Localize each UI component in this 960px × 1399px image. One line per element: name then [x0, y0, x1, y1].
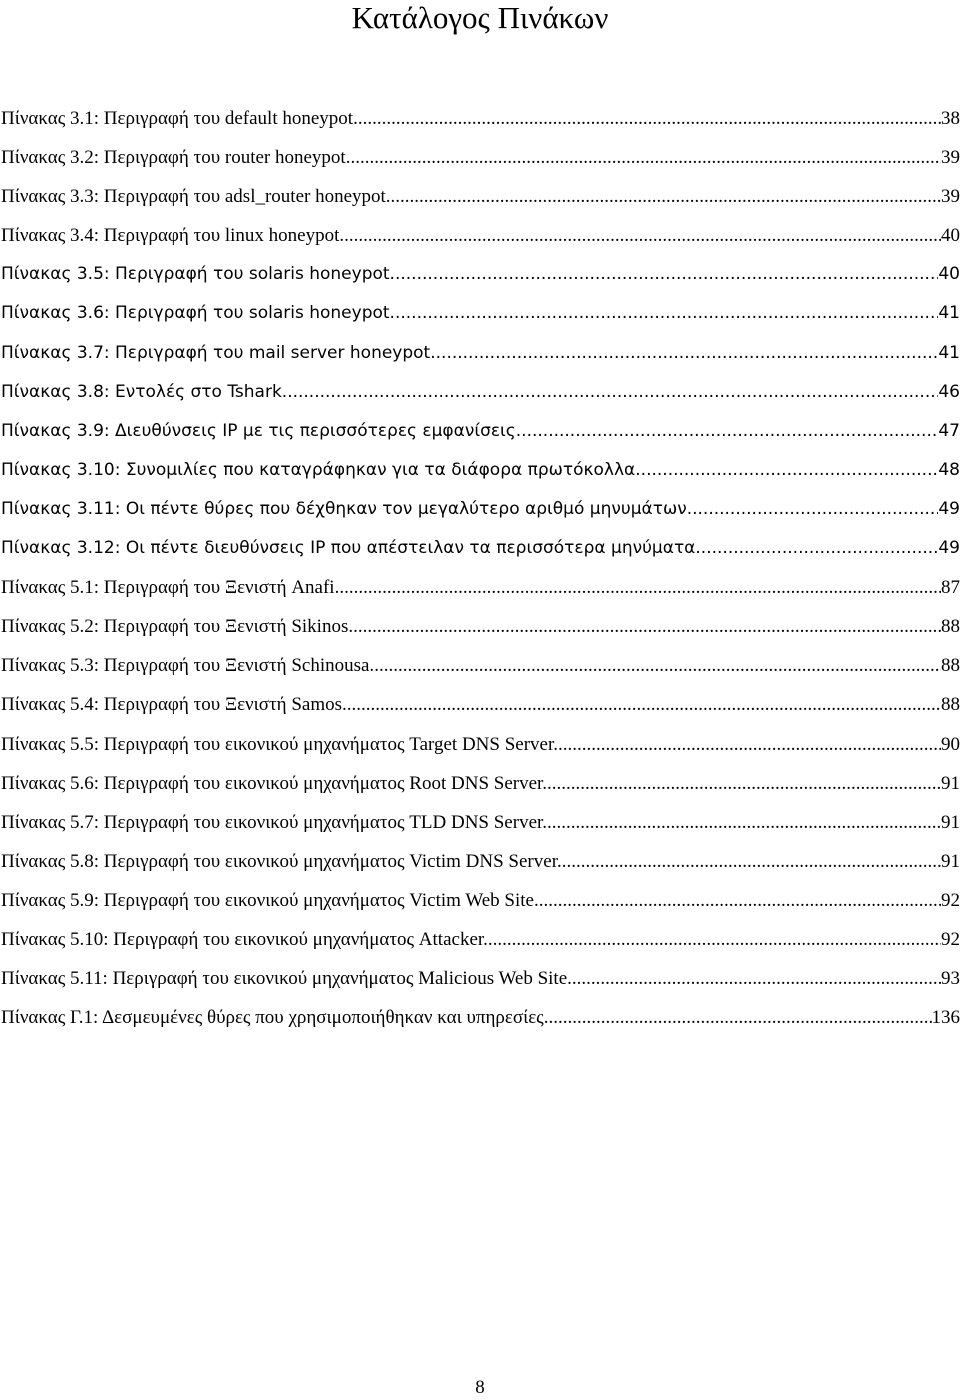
toc-leader-dots	[353, 607, 941, 646]
toc-entry[interactable]	[0, 998, 960, 1037]
toc-entry-label: Πίνακας 3.1: Περιγραφή του default honeypot.	[1, 108, 358, 129]
toc-leader-dots	[386, 177, 941, 216]
toc-entry-page: 92	[941, 889, 960, 911]
toc-entry[interactable]	[0, 490, 960, 529]
toc-entry-label: Πίνακας 5.10: Περιγραφή του εικονικού μηχανήματος Attacker.	[1, 928, 488, 950]
toc-leader-dots	[547, 764, 941, 803]
toc-entry[interactable]	[0, 294, 960, 333]
toc-entry[interactable]	[0, 764, 960, 803]
toc-leader-dots	[488, 920, 941, 959]
toc-entry-page: 38	[941, 108, 960, 129]
toc-entry-label: Πίνακας 3.9: Διευθύνσεις IP με τις περισσότερες εμφανίσεις.	[1, 420, 522, 441]
toc-entry-label: Πίνακας 3.2: Περιγραφή του router honeypot.	[1, 147, 351, 169]
toc-leader-dots	[374, 646, 941, 685]
page-number: 8	[475, 1377, 485, 1398]
toc-entry[interactable]	[0, 529, 960, 568]
toc-entry-page: 91	[941, 850, 960, 872]
toc-leader-dots	[548, 998, 931, 1037]
toc-entry-label: Πίνακας Γ.1: Δεσμευμένες θύρες που χρησιμοποιήθηκαν και υπηρεσίες.	[1, 1007, 549, 1029]
toc-entry-page: 91	[941, 811, 960, 833]
toc-entry[interactable]	[0, 568, 960, 607]
toc-entry-page: 40	[938, 264, 960, 285]
toc-leader-dots	[539, 881, 941, 920]
toc-entry[interactable]	[0, 138, 960, 177]
toc-leader-dots	[692, 490, 938, 529]
toc-leader-dots	[430, 334, 938, 373]
toc-entry-page: 39	[941, 186, 960, 208]
toc-entry[interactable]	[0, 646, 960, 685]
toc-entry-label: Πίνακας 5.6: Περιγραφή του εικονικού μηχανήματος Root DNS Server.	[1, 772, 548, 794]
toc-entry[interactable]	[0, 412, 960, 451]
toc-entry-page: 49	[938, 538, 960, 559]
toc-entry-label: Πίνακας 3.4: Περιγραφή του linux honeypot.	[1, 225, 345, 247]
toc-entry-label: Πίνακας 5.7: Περιγραφή του εικονικού μηχανήματος TLD DNS Server.	[1, 811, 548, 833]
toc-entry-page: 49	[938, 498, 960, 519]
toc-entry[interactable]	[0, 920, 960, 959]
toc-entry-label: Πίνακας 3.6: Περιγραφή του solaris honeypot.	[1, 303, 395, 324]
toc-leader-dots	[339, 568, 941, 607]
toc-entry-page: 88	[941, 694, 960, 716]
toc-leader-dots	[558, 725, 941, 764]
toc-entry-page: 46	[938, 381, 960, 402]
toc-entry-label: Πίνακας 3.12: Οι πέντε διευθύνσεις IP που απέστειλαν τα περισσότερα μηνύματα.	[1, 538, 701, 559]
toc-entry-page: 136	[931, 1007, 960, 1029]
toc-entry-label: Πίνακας 5.2: Περιγραφή του Ξενιστή Sikinos.	[1, 616, 354, 638]
toc-entry-page: 93	[941, 968, 960, 990]
toc-leader-dots	[521, 412, 938, 451]
toc-entry-label: Πίνακας 3.5: Περιγραφή του solaris honeypot.	[1, 264, 395, 285]
toc-entry-label: Πίνακας 5.1: Περιγραφή του Ξενιστή Anafi.	[1, 577, 340, 599]
toc-entry-label: Πίνακας 3.3: Περιγραφή του adsl_router honeypot	[1, 186, 386, 208]
toc-entry-page: 92	[941, 928, 960, 950]
toc-leader-dots	[572, 959, 941, 998]
toc-entry[interactable]	[0, 881, 960, 920]
toc-leader-dots	[395, 294, 938, 333]
toc-entry[interactable]	[0, 216, 960, 255]
toc-entry-label: Πίνακας 5.5: Περιγραφή του εικονικού μηχανήματος Target DNS Server.	[1, 733, 559, 755]
toc-entry-page: 40	[941, 225, 960, 247]
toc-entry-label: Πίνακας 5.9: Περιγραφή του εικονικού μηχανήματος Victim Web Site.	[1, 889, 539, 911]
toc-entry-label: Πίνακας 3.11: Οι πέντε θύρες που δέχθηκαν τον μεγαλύτερο αριθμό μηνυμάτων.	[1, 498, 693, 519]
toc-entry[interactable]	[0, 334, 960, 373]
toc-entry[interactable]	[0, 842, 960, 881]
toc-entry[interactable]	[0, 99, 960, 138]
toc-entry-label: Πίνακας 5.8: Περιγραφή του εικονικού μηχανήματος Victim DNS Server.	[1, 850, 562, 872]
toc-leader-dots	[701, 529, 939, 568]
toc-leader-dots	[547, 803, 941, 842]
toc-leader-dots	[358, 99, 941, 138]
toc-entry[interactable]	[0, 451, 960, 490]
toc-leader-dots	[347, 685, 941, 724]
toc-entry[interactable]	[0, 685, 960, 724]
toc-entry-label: Πίνακας 3.8: Εντολές στο Tshark.	[1, 381, 288, 402]
toc-entry-page: 87	[941, 577, 960, 599]
toc-entry[interactable]	[0, 373, 960, 412]
toc-entry-page: 41	[938, 303, 960, 324]
toc-entry[interactable]	[0, 255, 960, 294]
toc-entry-label: Πίνακας 3.7: Περιγραφή του mail server honeypot	[1, 342, 431, 363]
toc-entry[interactable]	[0, 803, 960, 842]
toc-entry-label: Πίνακας 3.10: Συνομιλίες που καταγράφηκαν για τα διάφορα πρωτόκολλα.	[1, 459, 641, 480]
page-title: Κατάλογος Πινάκων	[351, 0, 609, 35]
toc-leader-dots	[562, 842, 941, 881]
toc-entry-label: Πίνακας 5.4: Περιγραφή του Ξενιστή Samos.	[1, 694, 347, 716]
toc-leader-dots	[344, 216, 941, 255]
toc-entry-page: 48	[938, 459, 960, 480]
toc-entry[interactable]	[0, 607, 960, 646]
toc-leader-dots	[395, 255, 938, 294]
toc-leader-dots	[641, 451, 939, 490]
toc-entry-page: 90	[941, 733, 960, 755]
toc-entry-page: 91	[941, 772, 960, 794]
toc-entry[interactable]	[0, 725, 960, 764]
toc-entry-page: 47	[938, 420, 960, 441]
toc-entry-label: Πίνακας 5.11: Περιγραφή του εικονικού μηχανήματος Malicious Web Site.	[1, 968, 572, 990]
toc-entry-page: 41	[938, 342, 960, 363]
toc-entry[interactable]	[0, 959, 960, 998]
toc-entry-page: 88	[941, 655, 960, 677]
toc-entry-label: Πίνακας 5.3: Περιγραφή του Ξενιστή Schinousa.	[1, 655, 375, 677]
table-of-contents	[0, 99, 960, 1037]
toc-entry-page: 39	[941, 147, 960, 169]
toc-entry[interactable]	[0, 177, 960, 216]
toc-entry-page: 88	[941, 616, 960, 638]
toc-leader-dots	[287, 373, 938, 412]
toc-leader-dots	[350, 138, 941, 177]
